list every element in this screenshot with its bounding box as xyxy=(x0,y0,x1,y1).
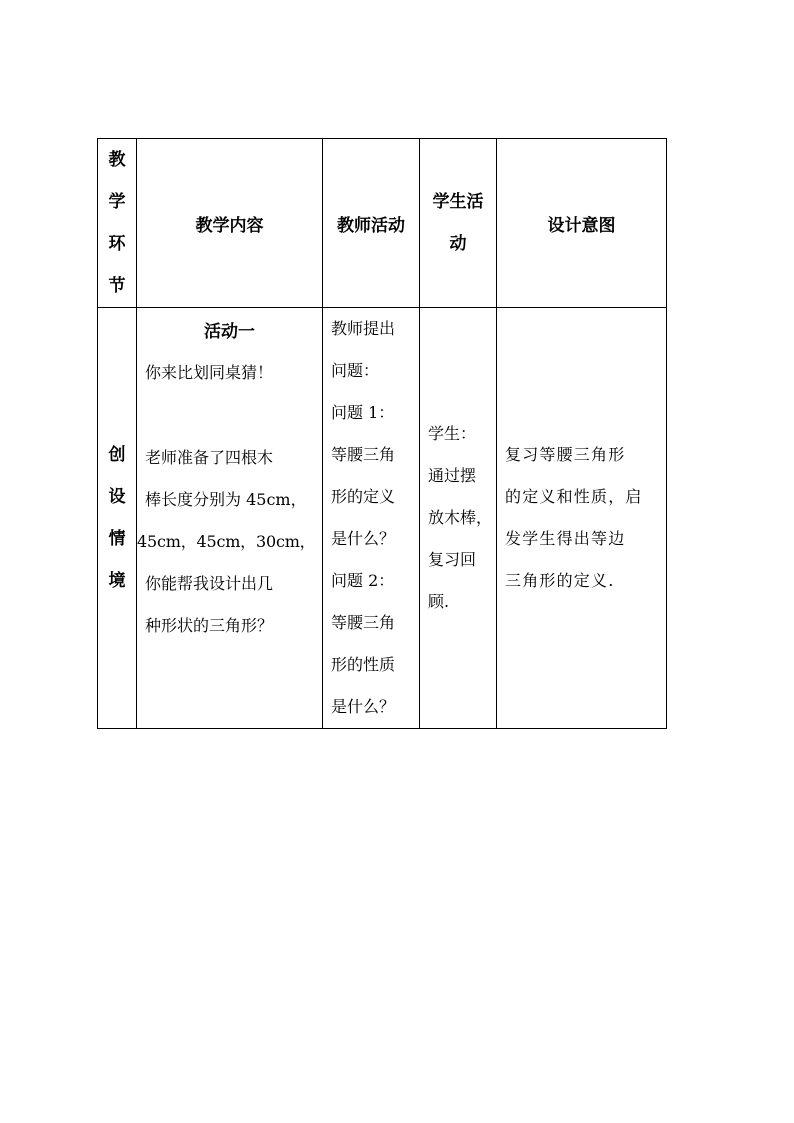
design-intent-line: 复习等腰三角形 xyxy=(505,445,626,464)
student-activity-cell xyxy=(420,308,497,729)
activity-intro: 你来比划同桌猜！ xyxy=(145,363,274,382)
header-student xyxy=(420,139,497,308)
student-activity-line: 通过摆 xyxy=(428,466,477,485)
header-stage-char: 学 xyxy=(108,192,126,212)
activity-paragraph-line: 种形状的三角形？ xyxy=(145,616,274,635)
blank-line xyxy=(137,394,322,437)
design-intent-line: 发学生得出等边 xyxy=(505,529,626,548)
row-stage-char: 创 xyxy=(108,445,126,465)
teacher-activity-line: 等腰三角 xyxy=(331,445,396,464)
row-stage-char: 境 xyxy=(108,571,126,591)
teacher-activity-line: 教师提出 xyxy=(331,319,396,338)
body-row xyxy=(98,308,667,729)
header-row xyxy=(98,139,667,308)
teacher-activity-line: 等腰三角 xyxy=(331,613,396,632)
activity-paragraph-line: 45cm，45cm，30cm， xyxy=(137,532,316,551)
row-stage-cell xyxy=(98,308,137,729)
teacher-activity-line: 是什么？ xyxy=(331,697,396,716)
header-student-line: 学生活 xyxy=(432,192,484,212)
design-intent-line: 三角形的定义. xyxy=(505,571,615,590)
teacher-activity-line: 形的性质 xyxy=(331,655,396,674)
design-intent-line: 的定义和性质，启 xyxy=(505,487,643,506)
teacher-activity-line: 形的定义 xyxy=(331,487,396,506)
header-intent: 设计意图 xyxy=(497,139,667,308)
lesson-plan-table xyxy=(97,138,667,729)
activity-paragraph-line: 棒长度分别为 45cm， xyxy=(145,490,307,509)
header-stage-char: 节 xyxy=(108,276,126,296)
teacher-activity-cell xyxy=(323,308,420,729)
header-teacher: 教师活动 xyxy=(323,139,420,308)
activity-paragraph-line: 你能帮我设计出几 xyxy=(145,574,274,593)
teaching-content-cell xyxy=(137,308,323,729)
activity-title: 活动一 xyxy=(204,322,255,342)
header-stage-char: 教 xyxy=(108,150,126,170)
header-stage-char: 环 xyxy=(108,234,126,254)
activity-paragraph-line: 老师准备了四根木 xyxy=(145,448,274,467)
header-stage-label xyxy=(98,139,136,307)
student-activity-line: 复习回 xyxy=(428,550,477,569)
row-stage-label xyxy=(98,434,136,602)
student-activity-line: 顾. xyxy=(428,592,450,611)
header-stage-cell xyxy=(98,139,137,308)
row-stage-char: 情 xyxy=(108,529,126,549)
student-activity-line: 学生： xyxy=(428,424,477,443)
header-student-line: 动 xyxy=(449,234,467,254)
row-stage-char: 设 xyxy=(108,487,126,507)
student-activity-line: 放木棒， xyxy=(428,508,493,527)
teacher-activity-line: 是什么？ xyxy=(331,529,396,548)
teacher-activity-line: 问题 2： xyxy=(331,571,395,590)
header-content: 教学内容 xyxy=(137,139,323,308)
design-intent-cell xyxy=(497,308,667,729)
teacher-activity-line: 问题 1： xyxy=(331,403,395,422)
teacher-activity-line: 问题： xyxy=(331,361,380,380)
